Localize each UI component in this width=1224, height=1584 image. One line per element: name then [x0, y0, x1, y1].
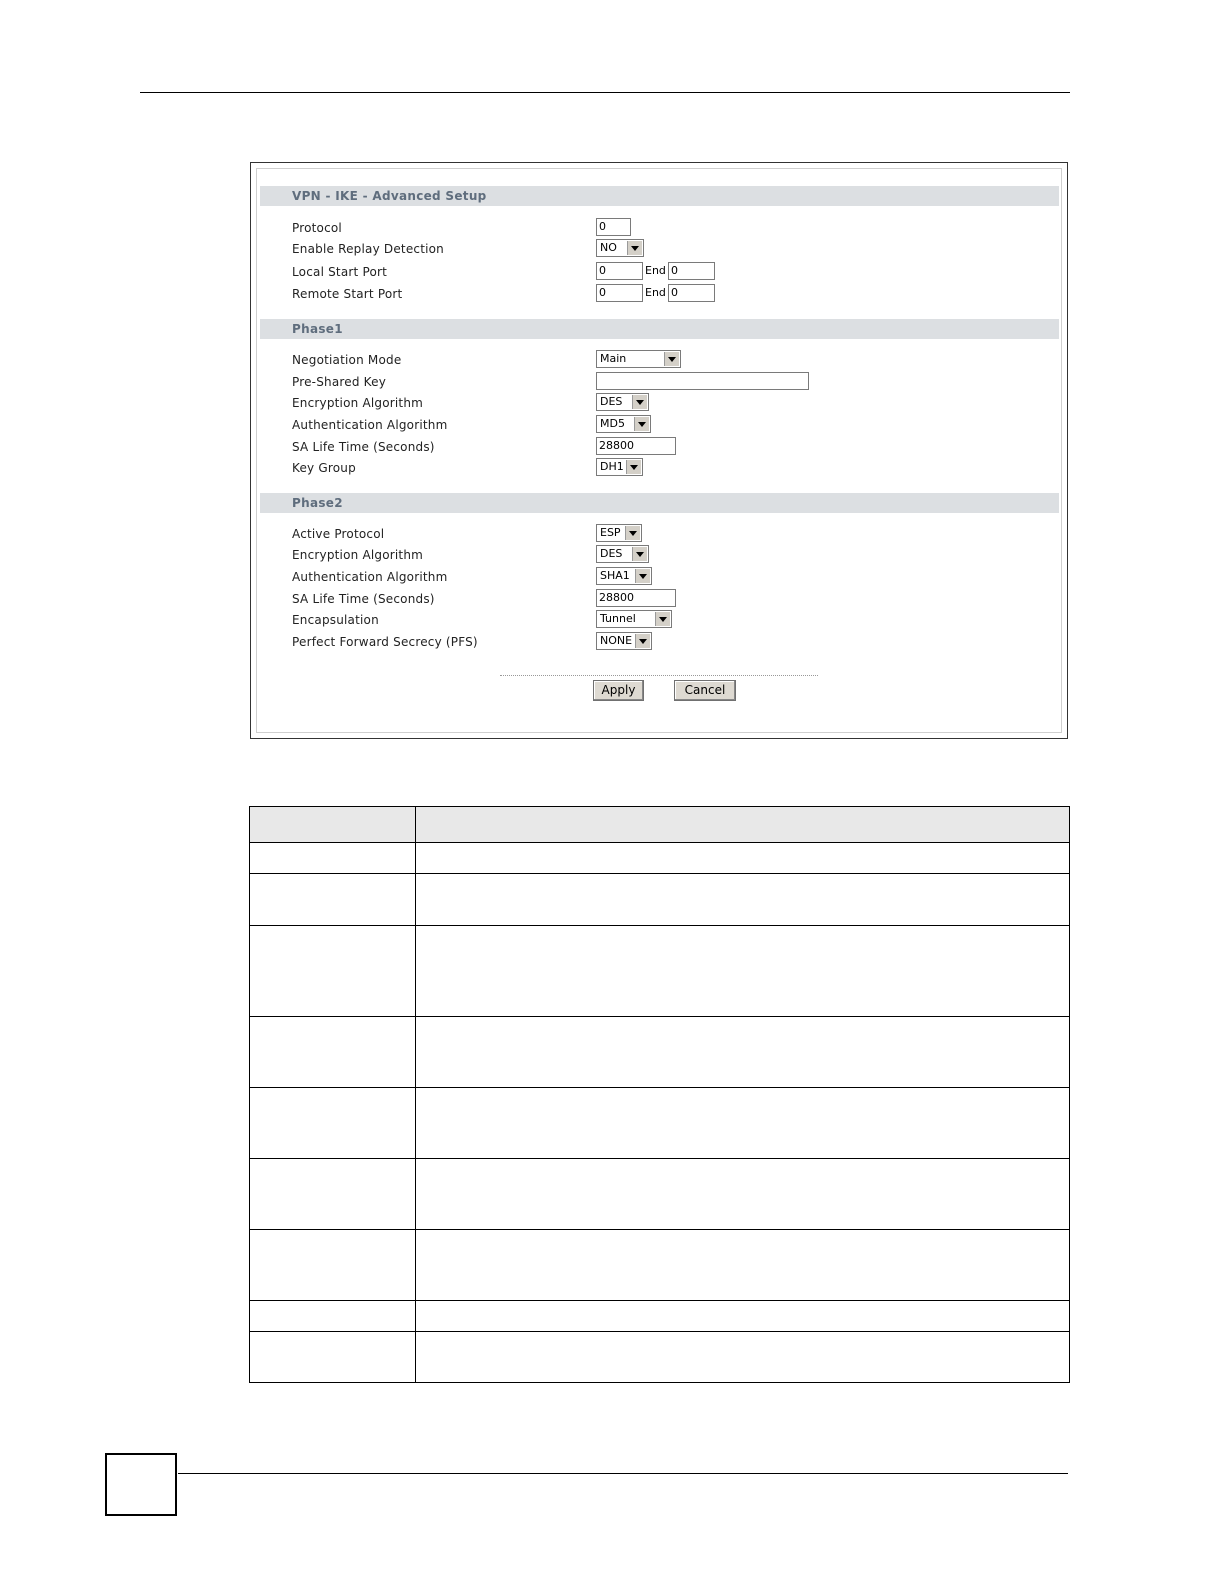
table-cell: [416, 1017, 1070, 1088]
remote-end-label: End: [645, 286, 666, 299]
table-cell: [250, 843, 416, 874]
negotiation-mode-value: Main: [600, 352, 627, 365]
table-cell: [416, 874, 1070, 926]
table-header-cell: [250, 807, 416, 843]
table-row: [250, 926, 1070, 1017]
table-row: [250, 1230, 1070, 1301]
phase1-title: Phase1: [260, 319, 1059, 339]
remote-end-port-input[interactable]: 0: [668, 284, 715, 302]
table-cell: [250, 1017, 416, 1088]
table-cell: [250, 1088, 416, 1159]
active-protocol-label: Active Protocol: [292, 527, 385, 541]
local-port-label: Local Start Port: [292, 265, 388, 279]
pfs-value: NONE: [600, 634, 633, 647]
table-cell: [250, 1230, 416, 1301]
encapsulation-label: Encapsulation: [292, 613, 379, 627]
p2-sa-life-input[interactable]: 28800: [596, 589, 676, 607]
local-start-port-input[interactable]: 0: [596, 262, 643, 280]
table-row: [250, 1017, 1070, 1088]
chevron-down-icon[interactable]: [635, 634, 650, 648]
header-rule: [140, 92, 1070, 93]
table-cell: [416, 1301, 1070, 1332]
p2-encryption-select[interactable]: [596, 545, 649, 563]
table-header-cell: [416, 807, 1070, 843]
chevron-down-icon[interactable]: [625, 526, 640, 540]
apply-button[interactable]: Apply: [593, 680, 644, 701]
divider: [500, 675, 818, 676]
page-number-box: [105, 1453, 177, 1516]
key-group-value: DH1: [600, 460, 624, 473]
chevron-down-icon[interactable]: [632, 547, 647, 561]
chevron-down-icon[interactable]: [632, 395, 647, 409]
chevron-down-icon[interactable]: [627, 241, 642, 255]
active-protocol-select[interactable]: [596, 524, 642, 542]
footer-rule: [178, 1473, 1068, 1474]
ike-advanced-panel: [256, 168, 1062, 733]
negotiation-mode-select[interactable]: [596, 350, 681, 368]
p1-authentication-select[interactable]: [596, 415, 651, 433]
table-cell: [416, 843, 1070, 874]
phase2-title: Phase2: [260, 493, 1059, 513]
encapsulation-value: Tunnel: [600, 612, 636, 625]
protocol-label: Protocol: [292, 221, 342, 235]
p2-authentication-value: SHA1: [600, 569, 630, 582]
table-cell: [250, 926, 416, 1017]
p1-sa-life-label: SA Life Time (Seconds): [292, 440, 435, 454]
chevron-down-icon[interactable]: [635, 569, 650, 583]
pfs-select[interactable]: [596, 632, 652, 650]
p1-encryption-value: DES: [600, 395, 623, 408]
panel-title: VPN - IKE - Advanced Setup: [260, 186, 1059, 206]
table-cell: [250, 1159, 416, 1230]
table-cell: [416, 1159, 1070, 1230]
chevron-down-icon[interactable]: [626, 460, 641, 474]
table-cell: [416, 926, 1070, 1017]
p1-encryption-select[interactable]: [596, 393, 649, 411]
remote-start-port-input[interactable]: 0: [596, 284, 643, 302]
psk-label: Pre-Shared Key: [292, 375, 387, 389]
active-protocol-value: ESP: [600, 526, 621, 539]
table-cell: [416, 1332, 1070, 1383]
table-row: [250, 1088, 1070, 1159]
table-row: [250, 1332, 1070, 1383]
pfs-label: Perfect Forward Secrecy (PFS): [292, 635, 478, 649]
field-description-table: [249, 806, 1070, 1383]
replay-select[interactable]: [596, 239, 644, 257]
chevron-down-icon[interactable]: [664, 352, 679, 366]
p2-authentication-select[interactable]: [596, 567, 652, 585]
replay-value: NO: [600, 241, 617, 254]
p1-encryption-label: Encryption Algorithm: [292, 396, 424, 410]
p1-sa-life-input[interactable]: 28800: [596, 437, 676, 455]
p1-authentication-value: MD5: [600, 417, 625, 430]
screenshot-frame: [250, 162, 1068, 739]
table-header-row: [250, 807, 1070, 843]
table-cell: [250, 1301, 416, 1332]
table-cell: [250, 874, 416, 926]
local-end-label: End: [645, 264, 666, 277]
negotiation-mode-label: Negotiation Mode: [292, 353, 402, 367]
table-row: [250, 1159, 1070, 1230]
protocol-input[interactable]: 0: [596, 218, 631, 236]
key-group-label: Key Group: [292, 461, 356, 475]
p1-authentication-label: Authentication Algorithm: [292, 418, 448, 432]
p2-authentication-label: Authentication Algorithm: [292, 570, 448, 584]
table-row: [250, 1301, 1070, 1332]
local-end-port-input[interactable]: 0: [668, 262, 715, 280]
cancel-button[interactable]: Cancel: [674, 680, 736, 701]
table-cell: [416, 1088, 1070, 1159]
remote-port-label: Remote Start Port: [292, 287, 403, 301]
key-group-select[interactable]: [596, 458, 643, 476]
p2-encryption-label: Encryption Algorithm: [292, 548, 424, 562]
table-cell: [250, 1332, 416, 1383]
encapsulation-select[interactable]: [596, 610, 672, 628]
chevron-down-icon[interactable]: [634, 417, 649, 431]
p2-encryption-value: DES: [600, 547, 623, 560]
psk-input[interactable]: [596, 372, 809, 390]
table-cell: [416, 1230, 1070, 1301]
replay-label: Enable Replay Detection: [292, 242, 444, 256]
chevron-down-icon[interactable]: [655, 612, 670, 626]
table-row: [250, 874, 1070, 926]
p2-sa-life-label: SA Life Time (Seconds): [292, 592, 435, 606]
table-row: [250, 843, 1070, 874]
